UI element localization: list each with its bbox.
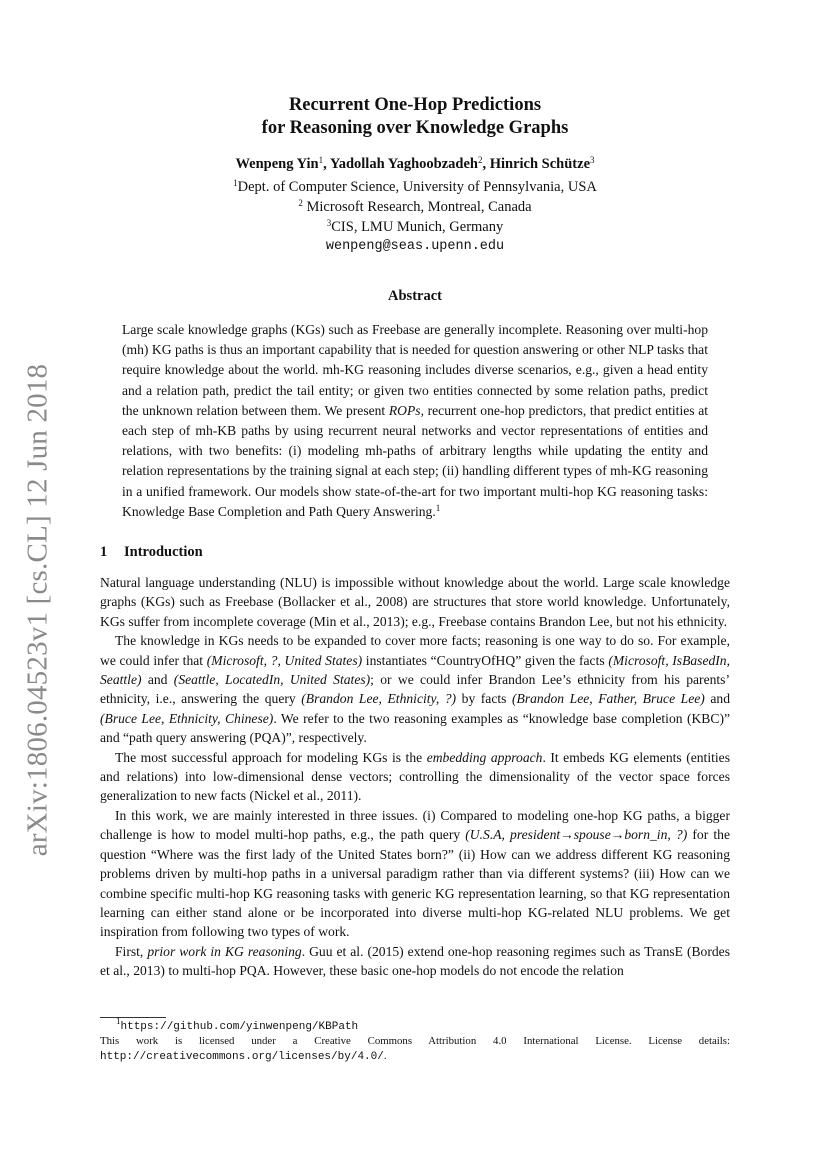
text-run: . We refer to the two reasoning examples as “knowledge base completion (KBC)” and “path query answering (PQA)”, respectively.	[100, 710, 731, 746]
author-name: Wenpeng Yin	[235, 156, 319, 172]
affiliation-text: Microsoft Research, Montreal, Canada	[302, 199, 532, 215]
abstract-heading: Abstract	[388, 288, 442, 304]
title-line-1: Recurrent One-Hop Predictions	[288, 95, 542, 115]
affiliation-mark: 1	[233, 178, 238, 188]
text-run: The most successful approach for modeling KGs is the	[115, 749, 427, 765]
affiliation-line	[100, 217, 730, 237]
author-list	[100, 156, 730, 173]
text-run: for the question “Where was the first lady of the United States born?” (ii) How can we address different KG reasoning problems driven by multi-hop paths in a universal paradigm rather than via different systems? (iii) How can we combine specific multi-hop KG reasoning tasks with generic KG representation learning, so that KG representation learning can either stand alone or be incorporated into diverse multi-hop KG-related NLU problems. We get inspiration from following two types of work.	[100, 827, 730, 940]
emphasis: (Microsoft, IsBasedIn, Seattle)	[100, 652, 731, 688]
abstract-emphasis: ROPs	[388, 402, 421, 418]
affiliation-text: Dept. of Computer Science, University of Pennsylvania, USA	[237, 179, 597, 195]
section-number: 1	[100, 544, 108, 560]
text-run: and	[704, 691, 731, 707]
author-separator: ,	[482, 156, 490, 172]
license-text: This work is licensed under a Creative Commons Attribution 4.0 International License. License details:	[100, 1035, 730, 1047]
emphasis: (U.S.A, president→spouse→born_in, ?)	[465, 827, 688, 843]
footnote-rule	[100, 1017, 166, 1018]
section-heading	[100, 544, 203, 561]
emphasis: embedding approach	[426, 749, 543, 765]
affiliation-mark: 3	[326, 218, 332, 228]
abstract-run: Large scale knowledge graphs (KGs) such as Freebase are generally incomplete. Reasoning over multi-hop (mh) KG paths is thus an important capability that is needed for question answering or other NLP tasks that require knowledge about the world. mh-KG reasoning includes diverse scenarios, e.g., given a head entity and a relation path, predict the tail entity; or given two entities connected by some relation paths, predict the unknown relation between them. We present	[122, 322, 708, 418]
author-separator: ,	[323, 156, 330, 172]
text-run: ; or we could infer Brandon Lee’s ethnicity from his parents’ ethnicity, i.e., answering the query	[100, 672, 731, 707]
text-run: . Guu et al. (2015) extend one-hop reasoning regimes such as TransE (Bordes et al., 2013) to multi-hop PQA. However, these basic one-hop models do not encode the relation	[100, 943, 730, 979]
emphasis: (Brandon Lee, Father, Bruce Lee)	[512, 691, 705, 707]
license-note	[100, 1034, 730, 1065]
footnote-link[interactable]: https://github.com/yinwenpeng/KBPath	[120, 1021, 359, 1033]
footnote-ref[interactable]: 1	[435, 502, 441, 513]
text-run: by facts	[456, 691, 512, 707]
footnote-mark: 1	[116, 1016, 121, 1026]
author-email[interactable]: wenpeng@seas.upenn.edu	[325, 239, 505, 254]
footnote-1	[100, 1016, 730, 1035]
paragraph	[100, 748, 730, 806]
affiliation-line	[100, 177, 730, 197]
author-name: Hinrich Schütze	[489, 156, 591, 172]
affiliation-line	[100, 197, 730, 217]
author-mark: 2	[477, 155, 483, 165]
author-mark: 3	[590, 155, 595, 165]
text-run: First,	[115, 943, 148, 959]
arxiv-identifier-text: arXiv:1806.04523v1 [cs.CL] 12 Jun 2018	[21, 363, 54, 857]
text-run: and	[141, 672, 174, 688]
section-title: Introduction	[124, 544, 203, 560]
emphasis: prior work in KG reasoning	[147, 943, 302, 959]
paragraph	[100, 631, 730, 747]
affiliations	[100, 177, 730, 257]
text-run: In this work, we are mainly interested in three issues. (i) Compared to modeling one-hop KG paths, a bigger challenge is how to model multi-hop paths, e.g., the path query	[100, 807, 730, 843]
paragraph: Natural language understanding (NLU) is impossible without knowledge about the world. Large scale knowledge graphs (KGs) such as Freebase (Bollacker et al., 2008) are structures that store world knowledge. Unfortunately, KGs suffer from incomplete coverage (Min et al., 2013); e.g., Freebase contains Brandon Lee, but not his ethnicity.	[100, 575, 730, 629]
paragraph	[100, 942, 730, 981]
text-run: . It embeds KG elements (entities and relations) into low-dimensional dense vectors; controlling the dimensionality of the vector space forces generalization to new facts (Nickel et al., 2011).	[100, 749, 730, 804]
emphasis: (Brandon Lee, Ethnicity, ?)	[301, 691, 457, 707]
abstract-run: , recurrent one-hop predictors, that predict entities at each step of mh-KB paths by using recurrent neural networks and vector representations of entities and relations, with two benefits: (i) modeling mh-paths of arbitrary lengths while updating the entity and relation representations by the training signal at each step; (ii) handling different types of mh-KG reasoning in a unified framework. Our models show state-of-the-art for two important multi-hop KG reasoning tasks: Knowledge Base Completion and Path Query Answering.	[122, 402, 708, 519]
text-run: The knowledge in KGs needs to be expanded to cover more facts; reasoning is one way to do so. For example, we could infer that	[100, 633, 730, 668]
paragraph	[100, 806, 730, 942]
body-text	[100, 573, 730, 981]
affiliation-mark: 2	[298, 198, 303, 208]
emphasis: (Bruce Lee, Ethnicity, Chinese)	[100, 710, 274, 726]
emphasis: (Microsoft, ?, United States)	[206, 652, 363, 668]
arxiv-identifier	[22, 365, 54, 855]
text-run: instantiates “CountryOfHQ” given the facts	[362, 652, 609, 668]
author-name: Yadollah Yaghoobzadeh	[329, 156, 478, 172]
title-line-2: for Reasoning over Knowledge Graphs	[261, 118, 569, 138]
affiliation-text: CIS, LMU Munich, Germany	[331, 219, 504, 235]
license-end: .	[383, 1050, 387, 1062]
paper-title	[100, 94, 730, 140]
abstract-text	[122, 320, 708, 522]
license-link[interactable]: http://creativecommons.org/licenses/by/4.0/	[100, 1051, 384, 1063]
emphasis: (Seattle, LocatedIn, United States)	[173, 672, 371, 688]
author-mark: 1	[318, 155, 324, 165]
